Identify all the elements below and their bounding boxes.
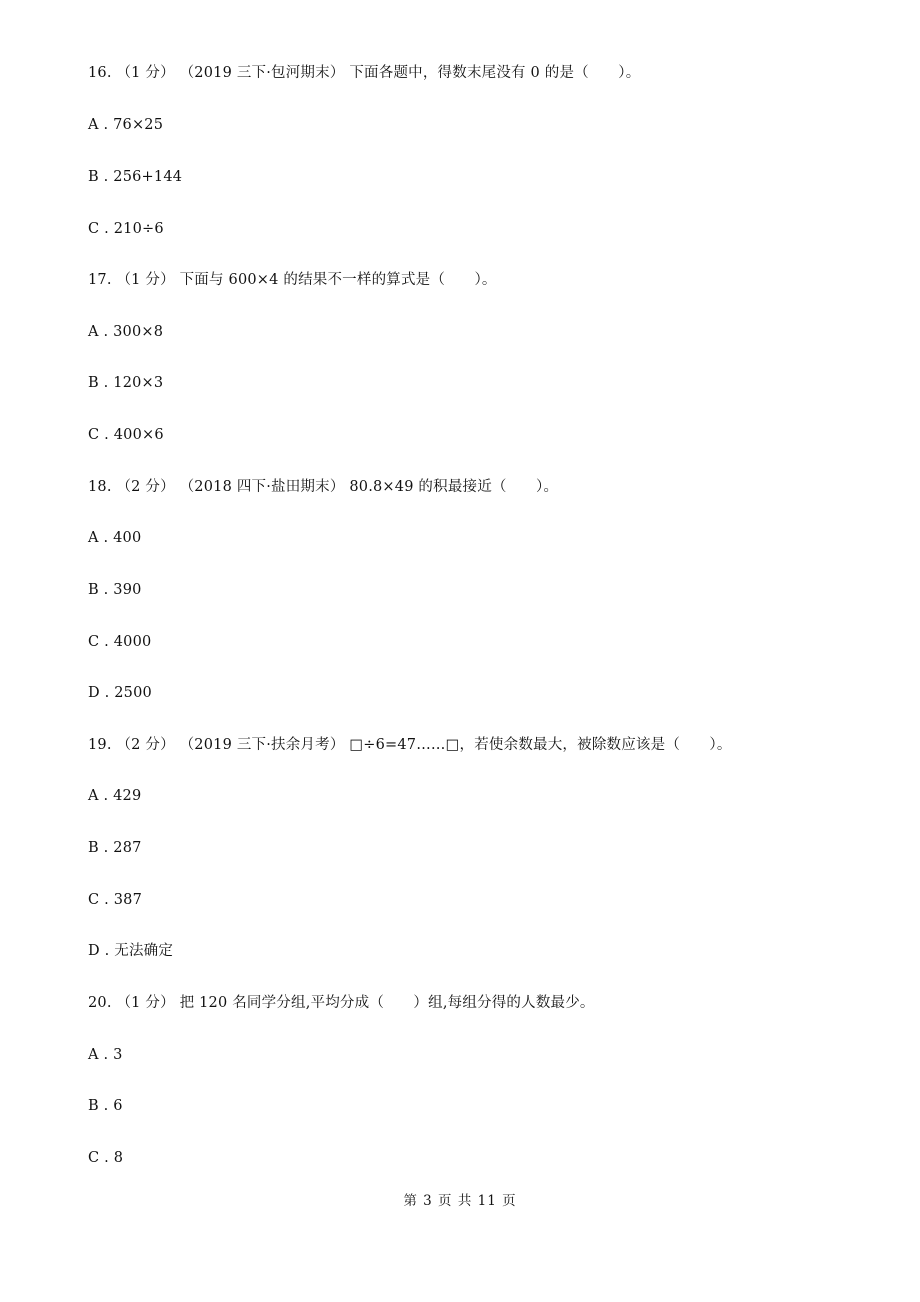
- question-17-option-b: B . 120×3: [88, 375, 164, 391]
- question-16-stem: 16. （1 分） （2019 三下·包河期末） 下面各题中，得数末尾没有 0 的是（ ）。: [88, 65, 641, 81]
- question-18-option-d: D . 2500: [88, 685, 152, 701]
- question-17-option-a: A . 300×8: [88, 324, 164, 340]
- question-20-stem: 20. （1 分） 把 120 名同学分组,平均分成（ ）组,每组分得的人数最少。: [88, 995, 595, 1011]
- question-16-option-b: B . 256+144: [88, 169, 183, 185]
- question-19-option-d: D . 无法确定: [88, 943, 174, 959]
- question-19-stem: 19. （2 分） （2019 三下·扶余月考） □÷6=47……□，若使余数最大，被除数应该是（ ）。: [88, 737, 732, 753]
- question-20-option-c: C . 8: [88, 1150, 124, 1166]
- question-18-option-b: B . 390: [88, 582, 142, 598]
- question-19-option-b: B . 287: [88, 840, 142, 856]
- question-17-option-c: C . 400×6: [88, 427, 164, 443]
- question-16-option-a: A . 76×25: [88, 117, 164, 133]
- question-19-option-a: A . 429: [88, 788, 142, 804]
- question-20-option-a: A . 3: [88, 1047, 123, 1063]
- question-18-stem: 18. （2 分） （2018 四下·盐田期末） 80.8×49 的积最接近（ ）。: [88, 479, 559, 495]
- question-17-stem: 17. （1 分） 下面与 600×4 的结果不一样的算式是（ ）。: [88, 272, 497, 288]
- question-16-option-c: C . 210÷6: [88, 221, 164, 237]
- question-18-option-a: A . 400: [88, 530, 142, 546]
- question-18-option-c: C . 4000: [88, 634, 152, 650]
- question-20-option-b: B . 6: [88, 1098, 123, 1114]
- page-number-footer: 第 3 页 共 11 页: [403, 1193, 517, 1209]
- question-19-option-c: C . 387: [88, 892, 142, 908]
